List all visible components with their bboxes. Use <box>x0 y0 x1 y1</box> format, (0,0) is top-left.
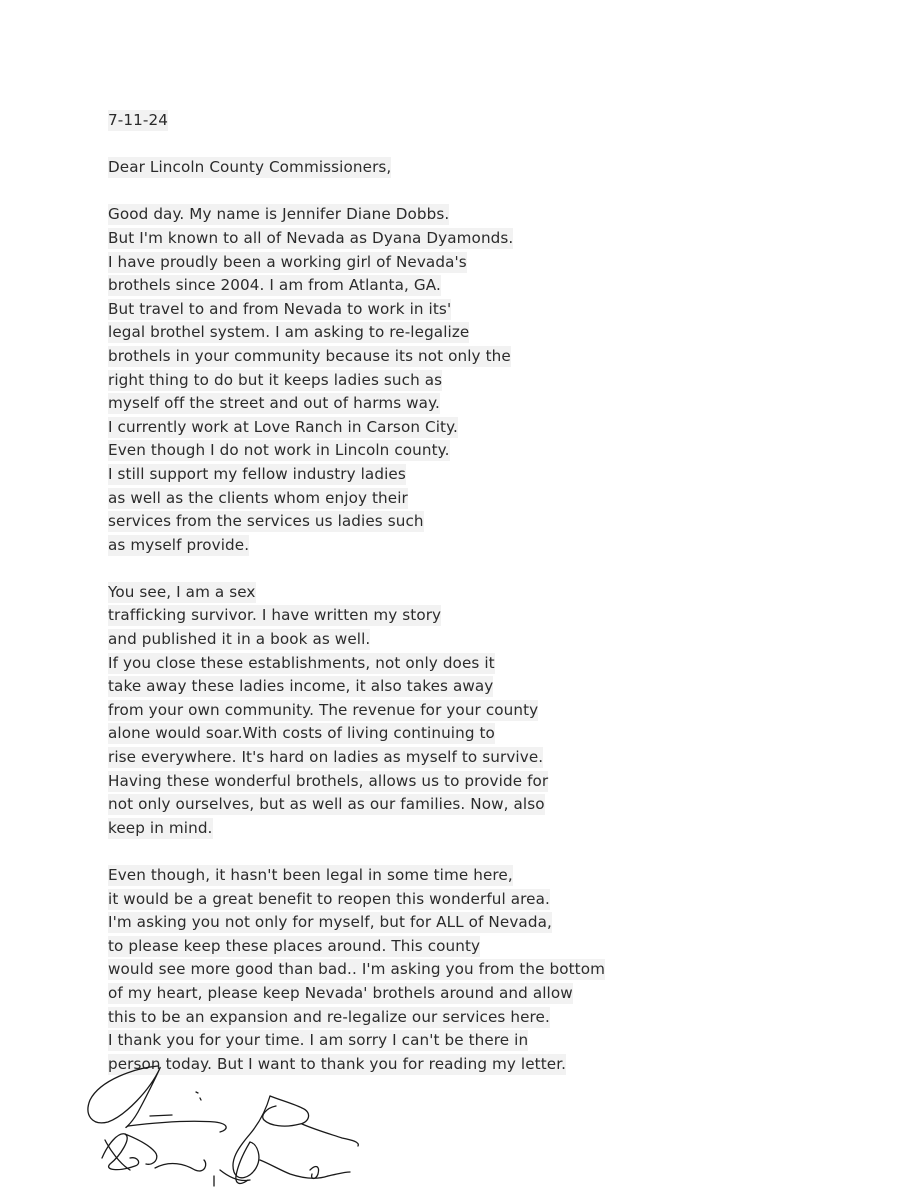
letter-line: and published it in a book as well. <box>108 630 371 649</box>
letter-line: it would be a great benefit to reopen this wonderful area. <box>108 889 550 908</box>
letter-line: take away these ladies income, it also takes away <box>108 677 494 696</box>
letter-line: right thing to do but it keeps ladies such as <box>108 370 443 389</box>
letter-line: I currently work at Love Ranch in Carson City. <box>108 417 458 436</box>
letter-line: rise everywhere. It's hard on ladies as myself to survive. <box>108 748 544 767</box>
letter-date: 7-11-24 <box>108 111 168 129</box>
letter-line: as well as the clients whom enjoy their <box>108 488 408 507</box>
letter-line: person today. But I want to thank you for reading my letter. <box>108 1054 567 1073</box>
letter-line: of my heart, please keep Nevada' brothels around and allow <box>108 983 573 1002</box>
letter-line: I thank you for your time. I am sorry I can't be there in <box>108 1031 529 1050</box>
letter-line: I'm asking you not only for myself, but for ALL of Nevada, <box>108 913 552 932</box>
letter-salutation: Dear Lincoln County Commissioners, <box>108 158 392 177</box>
letter-line: this to be an expansion and re-legalize our services here. <box>108 1007 550 1026</box>
letter-line: trafficking survivor. I have written my story <box>108 606 442 625</box>
letter-line: as myself provide. <box>108 535 250 554</box>
letter-line: brothels since 2004. I am from Atlanta, GA. <box>108 276 441 295</box>
letter-line: not only ourselves, but as well as our families. Now, also <box>108 795 545 814</box>
letter-line: from your own community. The revenue for your county <box>108 700 539 719</box>
letter-line: keep in mind. <box>108 818 213 837</box>
letter-line: alone would soar.With costs of living continuing to <box>108 724 495 743</box>
letter-line: brothels in your community because its not only the <box>108 346 511 365</box>
signature-icon <box>80 1060 380 1188</box>
letter-line: legal brothel system. I am asking to re-legalize <box>108 323 470 342</box>
letter-line: But travel to and from Nevada to work in its' <box>108 299 452 318</box>
letter-line: But I'm known to all of Nevada as Dyana Dyamonds. <box>108 228 514 247</box>
letter-line: Good day. My name is Jennifer Diane Dobbs. <box>108 205 450 224</box>
letter-line: myself off the street and out of harms way. <box>108 394 440 413</box>
letter-line: Even though, it hasn't been legal in some time here, <box>108 866 513 884</box>
letter-line: I still support my fellow industry ladies <box>108 464 406 483</box>
letter-line: Having these wonderful brothels, allows us to provide for <box>108 771 549 790</box>
letter-paragraphs <box>108 203 668 1076</box>
letter-body <box>108 109 668 1076</box>
letter-line: would see more good than bad.. I'm asking you from the bottom <box>108 960 606 979</box>
letter-line: If you close these establishments, not only does it <box>108 653 495 672</box>
letter-line: You see, I am a sex <box>108 582 256 601</box>
letter-line: services from the services us ladies such <box>108 512 424 531</box>
letter-line: Even though I do not work in Lincoln county. <box>108 441 450 460</box>
letter-line: I have proudly been a working girl of Nevada's <box>108 252 467 271</box>
letter-line: to please keep these places around. This county <box>108 936 481 955</box>
